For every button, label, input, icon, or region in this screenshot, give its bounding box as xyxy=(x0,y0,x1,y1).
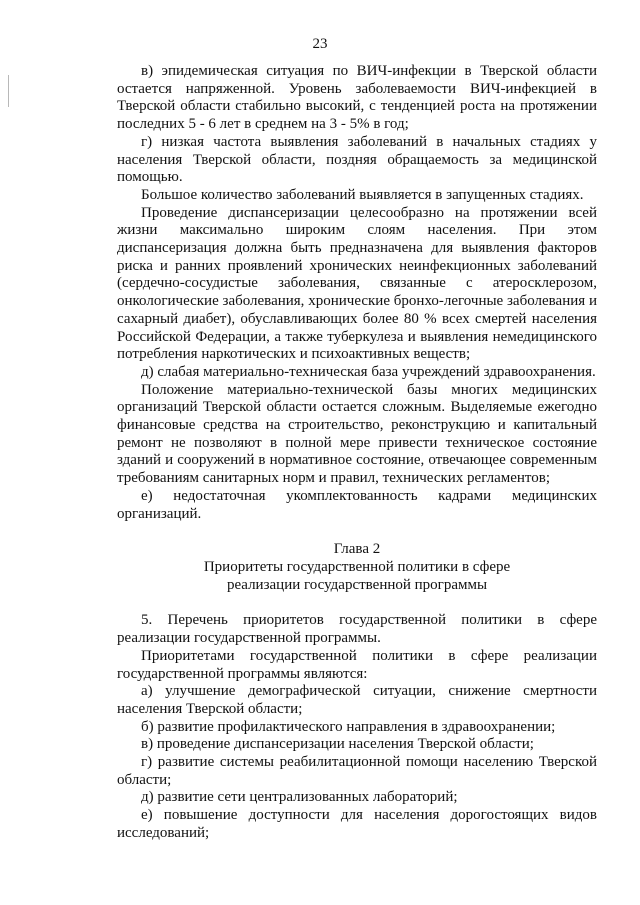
paragraph-staffing: е) недостаточная укомплектованность кадрами медицинских организаций. xyxy=(117,487,597,522)
paragraph-low-detection: г) низкая частота выявления заболеваний в начальных стадиях у населения Тверской области, поздняя обращаемость за медицинской помощью. xyxy=(117,133,597,186)
paragraph-priorities-list: 5. Перечень приоритетов государственной политики в сфере реализации государственной программы. xyxy=(117,612,597,647)
paragraph-dispensary: Проведение диспансеризации целесообразно на протяжении всей жизни максимально широким слоям населения. При этом диспансеризация должна быть предназначена для выявления факторов риска и ранних проявлений хронических неинфекционных заболеваний (сердечно-сосудистые заболевания, связанные с атеросклерозом, онкологические заболевания, хронические бронхо-легочные заболевания и сахарный диабет), обуславливающих более 80 % всех смертей населения Российской Федерации, а также туберкулеза и выявления немедицинского потребления наркотических и психоактивных веществ; xyxy=(117,204,597,363)
paragraph-material-base: Положение материально-технической базы многих медицинских организаций Тверской области остается сложным. Выделяемые ежегодно финансовые средства на строительство, реконструкцию и капитальный ремонт не позволяют в полной мере привести техническое состояние зданий и сооружений в нормативное состояние, отвечающее современным требованиям санитарных норм и правил, технических регламентов; xyxy=(117,381,597,487)
list-item: г) развитие системы реабилитационной помощи населению Тверской области; xyxy=(117,754,597,788)
chapter-title-line-1: Приоритеты государственной политики в сфере xyxy=(203,558,511,575)
section-gap xyxy=(117,594,597,612)
list-item: д) развитие сети централизованных лабораторий; xyxy=(141,789,458,806)
paragraph-weak-base: д) слабая материально-техническая база учреждений здравоохранения. xyxy=(141,363,596,380)
section-gap xyxy=(117,523,597,541)
list-item: б) развитие профилактического направления в здравоохранении; xyxy=(141,718,556,735)
chapter-title-line-2: реализации государственной программы xyxy=(226,576,488,593)
scan-edge-mark xyxy=(8,75,9,107)
document-body xyxy=(117,63,597,843)
chapter-heading: Глава 2 xyxy=(333,541,381,558)
page-number: 23 xyxy=(312,36,328,52)
list-item: е) повышение доступности для населения дорогостоящих видов исследований; xyxy=(117,807,597,841)
paragraph-priorities-intro: Приоритетами государственной политики в сфере реализации государственной программы являются: xyxy=(117,647,597,682)
paragraph-late-stages: Большое количество заболеваний выявляется в запущенных стадиях. xyxy=(141,186,584,203)
list-item: в) проведение диспансеризации населения Тверской области; xyxy=(141,736,534,753)
paragraph-hiv-situation: в) эпидемическая ситуация по ВИЧ-инфекции в Тверской области остается напряженной. Уровень заболеваемости ВИЧ-инфекцией в Тверской области стабильно высокий, с тенденцией роста на протяжении последних 5 - 6 лет в среднем на 3 - 5% в год; xyxy=(117,63,597,133)
list-item: а) улучшение демографической ситуации, снижение смертности населения Тверской области; xyxy=(117,683,597,717)
